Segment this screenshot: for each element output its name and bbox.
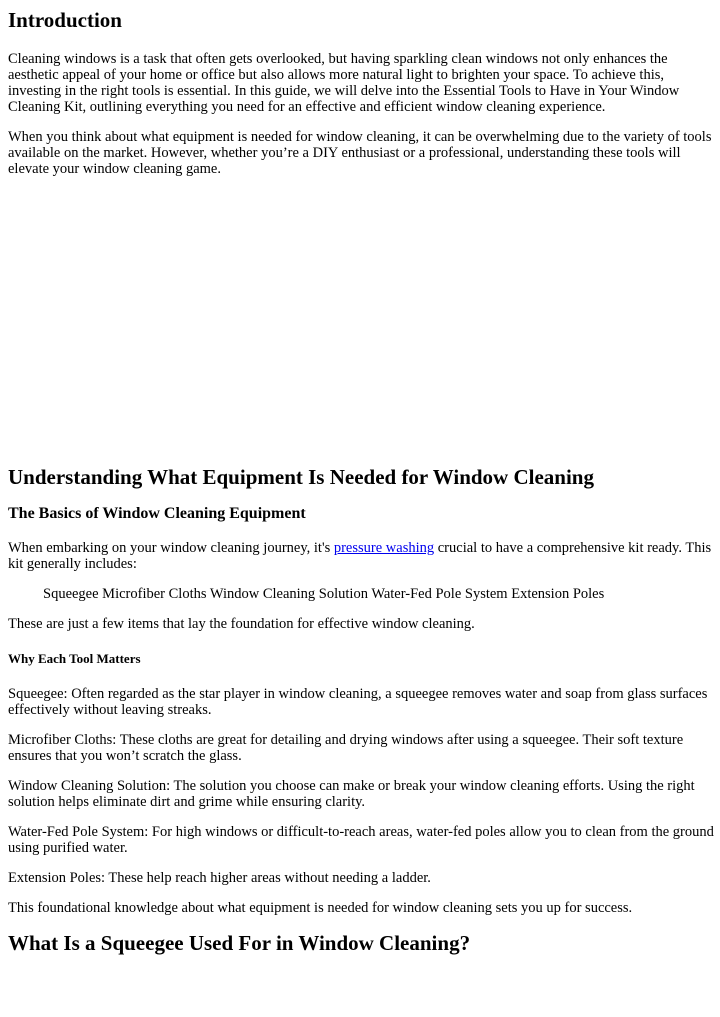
tools-list: Squeegee Microfiber Cloths Window Cleaning Solution Water-Fed Pole System Extension Poles (43, 586, 605, 602)
basics-text-after-link: crucial to have a comprehensive kit ready. This kit generally includes: (8, 540, 712, 572)
basics-text-before-link: When embarking on your window cleaning journey, it's (8, 540, 334, 556)
squeegee-section-heading: What Is a Squeegee Used For in Window Cleaning? (8, 931, 471, 955)
basics-heading: The Basics of Window Cleaning Equipment (8, 505, 306, 522)
water-fed-pole-paragraph: Water-Fed Pole System: For high windows or difficult-to-reach areas, water-fed poles allow you to clean from the ground using purified water. (8, 824, 714, 856)
foundation-paragraph: These are just a few items that lay the foundation for effective window cleaning. (8, 616, 475, 632)
article (8, 0, 714, 956)
introduction-heading: Introduction (8, 8, 122, 32)
intro-paragraph-2: When you think about what equipment is needed for window cleaning, it can be overwhelming due to the variety of tools available on the market. However, whether you’re a DIY enthusiast or a professional, understanding these tools will elevate your window cleaning game. (8, 129, 712, 177)
squeegee-paragraph: Squeegee: Often regarded as the star player in window cleaning, a squeegee removes water and soap from glass surfaces effectively without leaving streaks. (8, 686, 708, 718)
microfiber-paragraph: Microfiber Cloths: These cloths are great for detailing and drying windows after using a squeegee. Their soft texture ensures that you won’t scratch the glass. (8, 732, 684, 764)
equipment-heading: Understanding What Equipment Is Needed for Window Cleaning (8, 465, 594, 489)
basics-paragraph (8, 540, 714, 572)
why-each-tool-heading: Why Each Tool Matters (8, 651, 141, 666)
extension-poles-paragraph: Extension Poles: These help reach higher areas without needing a ladder. (8, 870, 431, 886)
knowledge-paragraph: This foundational knowledge about what equipment is needed for window cleaning sets you up for success. (8, 900, 633, 916)
intro-paragraph-1: Cleaning windows is a task that often gets overlooked, but having sparkling clean windows not only enhances the aesthetic appeal of your home or office but also allows more natural light to brighten your space. To achieve this, investing in the right tools is essential. In this guide, we will delve into the Essential Tools to Have in Your Window Cleaning Kit, outlining everything you need for an effective and efficient window cleaning experience. (8, 51, 680, 115)
cleaning-solution-paragraph: Window Cleaning Solution: The solution you choose can make or break your window cleaning efforts. Using the right solution helps eliminate dirt and grime while ensuring clarity. (8, 778, 695, 810)
blank-embed-area (8, 177, 714, 464)
pressure-washing-link[interactable]: pressure washing (333, 540, 435, 556)
